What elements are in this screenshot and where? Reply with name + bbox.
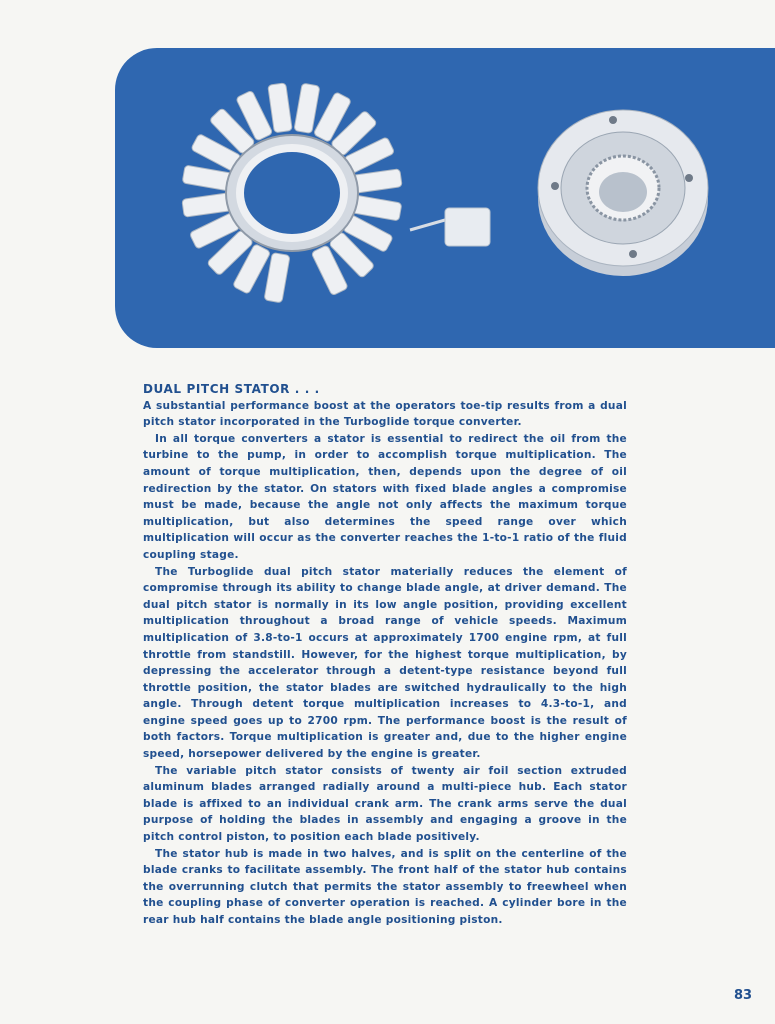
stator-blade [294, 83, 320, 133]
paragraph: In all torque converters a stator is essential to redirect the oil from the turbine to the pump, in order to accomplish torque multiplication. The amount of torque multiplication, then, depends upon the degree of oil redirection by the stator. On stators with fixed blade angles a compromise must be made, because the angle not only affects the maximum torque multiplication, but also determines the speed range over which multiplication will occur as the converter reaches the 1-to-1 ratio of the fluid coupling stage. [143, 432, 627, 561]
stator-blade [182, 165, 232, 191]
single-stator-blade [410, 208, 490, 246]
page-number: 83 [734, 988, 753, 1003]
stator-blade [352, 169, 402, 194]
paragraph: The stator hub is made in two halves, and is split on the centerline of the blade cranks to facilitate assembly. The front half of the stator hub contains the overrunning clutch that permits the stator assembly to freewheel when the coupling phase of converter operation is reached. A cylinder bore in the rear hub half contains the blade angle positioning piston. [143, 847, 627, 926]
illustration-panel [115, 48, 775, 348]
paragraph: A substantial performance boost at the operators toe-tip results from a dual pitch stator incorporated in the Turboglide torque converter. [143, 399, 627, 429]
stator-illustration [115, 48, 775, 348]
article [143, 381, 627, 929]
stator-blade [268, 83, 293, 133]
stator-blade [351, 195, 401, 221]
stator-ring [240, 148, 344, 238]
paragraph: The Turboglide dual pitch stator materially reduces the element of compromise through its ability to change blade angle, at driver demand. The dual pitch stator is normally in its low angle position, providing excellent multiplication throughout a broad range of vehicle speeds. Maximum multiplication of 3.8-to-1 occurs at approximately 1700 engine rpm, at full throttle from standstill. However, for the highest torque multiplication, by depressing the accelerator through a detent-type resistance beyond full throttle position, the stator blades are switched hydraulically to the high angle. Through detent torque multiplication increases to 4.3-to-1, and engine speed goes up to 2700 rpm. The performance boost is the result of both factors. Torque multiplication is greater and, due to the higher engine speed, horsepower delivered by the engine is greater. [143, 565, 627, 761]
stator-hub [538, 110, 708, 276]
stator-blade [182, 193, 232, 218]
paragraph: The variable pitch stator consists of twenty air foil section extruded aluminum blades arranged radially around a multi-piece hub. Each stator blade is affixed to an individual crank arm. The crank arms serve the dual purpose of holding the blades in assembly and engaging a groove in the pitch control piston, to position each blade positively. [143, 764, 627, 844]
stator-blade-assembly [182, 83, 402, 303]
article-heading: DUAL PITCH STATOR . . . [143, 382, 320, 396]
stator-blade [264, 252, 290, 302]
